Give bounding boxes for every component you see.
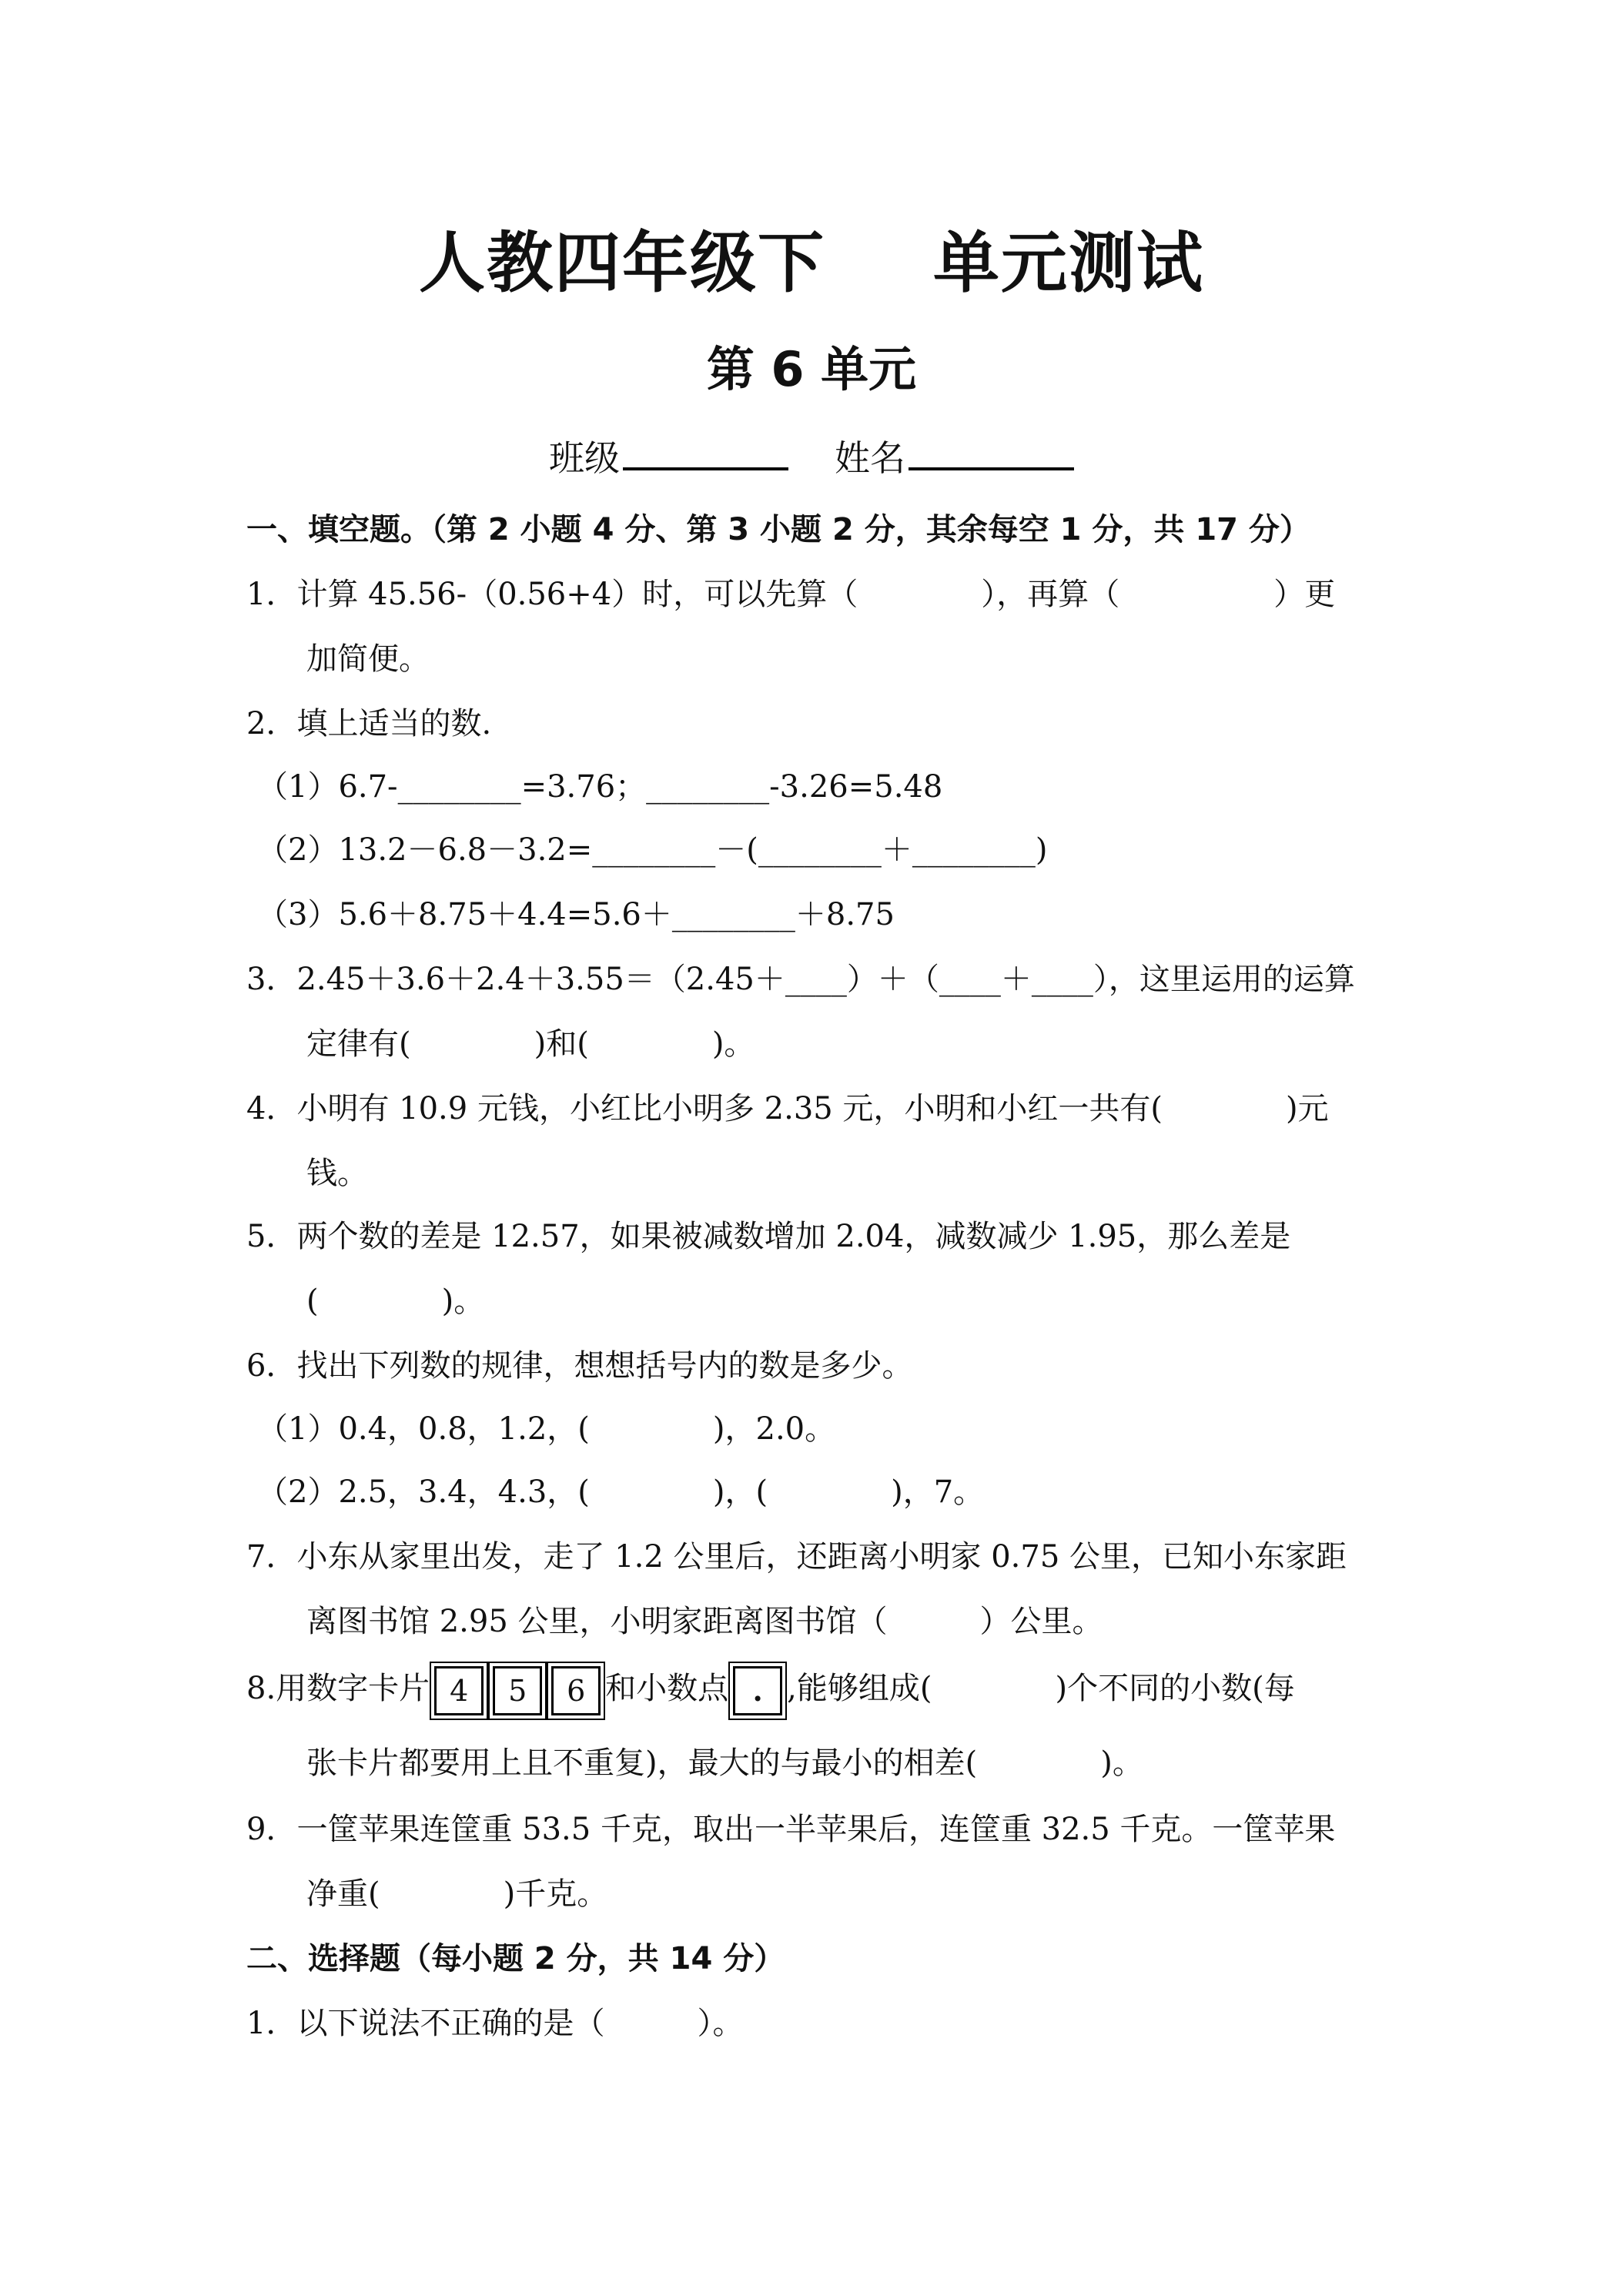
name-label: 姓名 bbox=[835, 437, 905, 479]
question-6: 6．找出下列数的规律，想想括号内的数是多少。 bbox=[246, 1348, 913, 1384]
class-label: 班级 bbox=[549, 437, 620, 479]
question-5-line-2: ( )。 bbox=[306, 1284, 485, 1319]
q8-suffix: ,能够组成( )个不同的小数(每 bbox=[787, 1671, 1295, 1706]
section-multiple-choice-heading: 二、选择题（每小题 2 分，共 14 分） bbox=[246, 1941, 785, 1976]
question-9-line-2: 净重( )千克。 bbox=[306, 1876, 608, 1912]
question-6-part-1: （1）0.4，0.8，1.2，( )，2.0。 bbox=[257, 1411, 836, 1447]
section-fill-blank-heading: 一、填空题。（第 2 小题 4 分、第 3 小题 2 分，其余每空 1 分，共 17 分） bbox=[246, 512, 1310, 547]
question-8-line-2: 张卡片都要用上且不重复)，最大的与最小的相差( )。 bbox=[306, 1745, 1143, 1781]
question-1-line-1: 1．计算 45.56-（0.56+4）时，可以先算（ ），再算（ ）更 bbox=[246, 577, 1336, 612]
decimal-point-card: . bbox=[733, 1666, 782, 1715]
q8-prefix: 8.用数字卡片 bbox=[246, 1671, 430, 1706]
question-4-line-1: 4．小明有 10.9 元钱，小红比小明多 2.35 元，小明和小红一共有( )元 bbox=[246, 1091, 1329, 1126]
question-8-line-1 bbox=[246, 1655, 1295, 1722]
question-2-part-3: （3）5.6＋8.75＋4.4=5.6＋________＋8.75 bbox=[257, 897, 895, 932]
question-4-line-2: 钱。 bbox=[306, 1156, 368, 1191]
title-left: 人教四年级下 bbox=[419, 225, 825, 302]
question-2: 2．填上适当的数. bbox=[246, 706, 492, 741]
question-9-line-1: 9．一筐苹果连筐重 53.5 千克，取出一半苹果后，连筐重 32.5 千克。一筐苹果 bbox=[246, 1812, 1336, 1847]
digit-card-6: 6 bbox=[551, 1666, 601, 1715]
question-1-line-2: 加简便。 bbox=[306, 641, 430, 677]
page-title bbox=[0, 217, 1623, 310]
student-info-line bbox=[0, 427, 1623, 489]
class-blank[interactable] bbox=[623, 430, 788, 470]
question-2-part-1: （1）6.7-________=3.76；________-3.26=5.48 bbox=[257, 769, 943, 805]
question-7-line-2: 离图书馆 2.95 公里，小明家距离图书馆（ ）公里。 bbox=[306, 1604, 1103, 1639]
question-5-line-1: 5．两个数的差是 12.57，如果被减数增加 2.04，减数减少 1.95，那么差是 bbox=[246, 1219, 1291, 1254]
question-3-line-2: 定律有( )和( )。 bbox=[306, 1026, 755, 1062]
name-blank[interactable] bbox=[909, 430, 1074, 470]
question-2-part-2: （2）13.2－6.8－3.2=________－(________＋________) bbox=[257, 832, 1048, 868]
question-6-part-2: （2）2.5，3.4，4.3，( )，( )，7。 bbox=[257, 1474, 985, 1510]
title-right: 单元测试 bbox=[933, 225, 1204, 302]
digit-card-5: 5 bbox=[493, 1666, 542, 1715]
unit-subtitle: 第 6 单元 bbox=[706, 341, 917, 397]
question-3-line-1: 3．2.45＋3.6＋2.4＋3.55＝（2.45＋____）＋（____＋____），这里运用的运算 bbox=[246, 962, 1355, 997]
choice-question-1: 1．以下说法不正确的是（ ）。 bbox=[246, 2006, 744, 2041]
digit-card-4: 4 bbox=[434, 1666, 484, 1715]
q8-middle: 和小数点 bbox=[605, 1671, 729, 1706]
question-7-line-1: 7．小东从家里出发，走了 1.2 公里后，还距离小明家 0.75 公里，已知小东家距 bbox=[246, 1539, 1347, 1575]
